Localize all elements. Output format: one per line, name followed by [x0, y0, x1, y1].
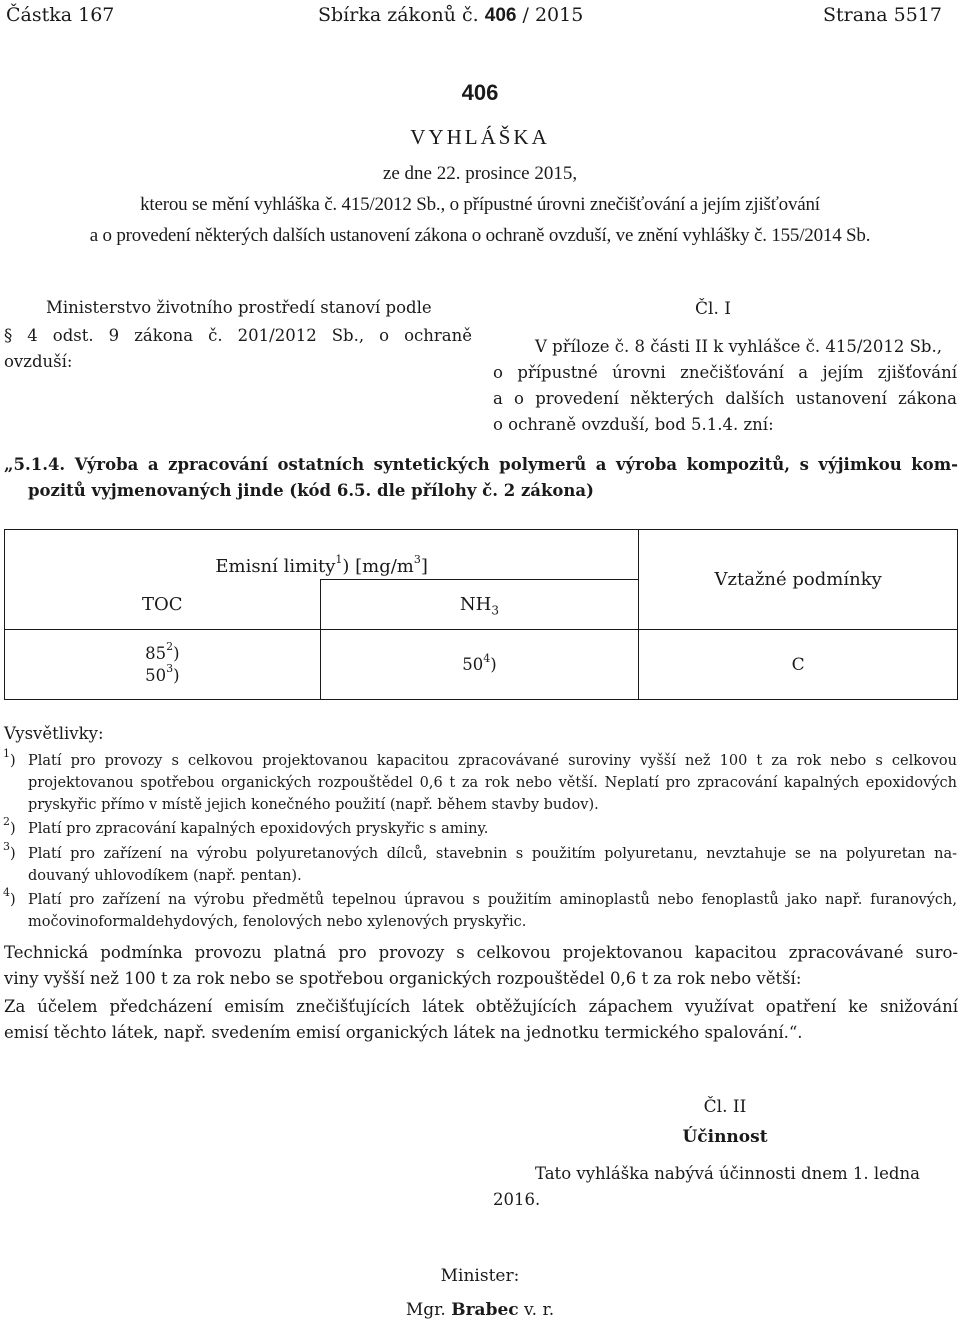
note-1-line1: Platí pro provozy s celkovou projektovanou kapacitou zpracovávané suroviny vyšší než 100 t za rok nebo s celkovou [28, 753, 957, 769]
section-heading-line2: pozitů vyjmenovaných jinde (kód 6.5. dle přílohy č. 2 zákona) [28, 481, 594, 500]
table-row [5, 630, 958, 700]
note-3-line1: Platí pro zařízení na výrobu polyuretanových dílců, stavebnin s použitím polyuretanu, nevztahuje se na polyuretan na- [28, 846, 957, 862]
header-gazette-number: 406 [484, 5, 517, 26]
note-3-number: $^3$) [3, 840, 16, 862]
footnote-ref: 4 [483, 651, 491, 665]
header-conditions: Vztažné podmínky [639, 530, 958, 630]
table-header-row [5, 530, 958, 580]
note-3-mark: 3 [3, 840, 10, 854]
note-2-mark: 2 [3, 815, 10, 829]
article2-line1: Tato vyhláška nabývá účinnosti dnem 1. ledna [535, 1164, 920, 1183]
article1-line2: o přípustné úrovni znečišťování a jejím zjišťování [493, 363, 957, 382]
signature-suffix: v. r. [524, 1300, 555, 1320]
note-2-number: $^2$) [3, 815, 16, 837]
note-1-line3: pryskyřic přímo v místě jejich konečného použití (např. během stavby budov). [28, 797, 599, 813]
technical-line3: Za účelem předcházení emisím znečišťujících látek obtěžujících zápachem využívat opatření ke snižování [4, 997, 958, 1016]
regulation-date: ze dne 22. prosince 2015, [382, 163, 578, 184]
header-gazette [318, 4, 583, 27]
signature-name [0, 1300, 960, 1320]
regulation-subject-line2: a o provedení některých dalších ustanovení zákona o ochraně ovzduší, ve znění vyhlášky č. 155/2014 Sb. [89, 225, 871, 246]
toc-value-2-text: 50 [145, 665, 167, 685]
article1-line1: V příloze č. 8 části II k vyhlášce č. 415/2012 Sb., [535, 337, 942, 356]
header-emission-limits: Emisní limity$^1$) $[mg/m^3]$ [5, 530, 639, 580]
header-unit-text: [mg/m [355, 556, 414, 577]
section-heading-line1: „5.1.4. Výroba a zpracování ostatních syntetických polymerů a výroba kompozitů, s výjimkou kom- [4, 455, 958, 474]
header-toc: TOC [5, 580, 321, 630]
signature-title: Mgr. [405, 1300, 446, 1320]
header-page: Strana 5517 [822, 4, 942, 26]
note-1-mark: 1 [3, 747, 10, 761]
article1-line4: o ochraně ovzduší, bod 5.1.4. zní: [493, 415, 774, 434]
notes-heading: Vysvětlivky: [4, 724, 104, 743]
note-3-line2: douvaný uhlovodíkem (např. pentan). [28, 868, 302, 884]
technical-line1: Technická podmínka provozu platná pro provozy s celkovou projektovanou kapacitou zpracovávané suro- [4, 943, 958, 962]
article2-line2: 2016. [493, 1190, 541, 1209]
nh3-subscript: 3 [491, 603, 499, 618]
regulation-number: 406 [461, 80, 499, 105]
toc-value-2: $50^3$) [145, 662, 180, 685]
footnote-ref: 2 [166, 640, 174, 653]
header-nh3 [320, 580, 639, 630]
header-nh3-text: NH [459, 594, 492, 615]
technical-line2: viny vyšší než 100 t za rok nebo se spotřebou organických rozpouštědel 0,6 t za rok nebo větší: [4, 969, 802, 988]
toc-value-1: $85^2$) [145, 640, 180, 663]
header-part: Částka 167 [6, 4, 115, 26]
note-1-number: $^1$) [3, 747, 16, 769]
emission-limits-table [4, 529, 958, 700]
article1-heading: Čl. I [695, 299, 731, 319]
preamble-line1: Ministerstvo životního prostředí stanoví podle [46, 298, 432, 317]
footnote-ref: 1 [335, 553, 343, 566]
regulation-subject-line1: kterou se mění vyhláška č. 415/2012 Sb., o přípustné úrovni znečišťování a jejím zjišťování [140, 194, 820, 215]
cell-nh3: $50^4$) [320, 630, 639, 700]
signature-surname: Brabec [451, 1300, 519, 1320]
note-4-line1: Platí pro zařízení na výrobu předmětů tepelnou úpravou s použitím aminoplastů nebo fenoplastů jako např. furanových, [28, 892, 957, 908]
note-4-mark: 4 [3, 886, 10, 900]
note-2-line1: Platí pro zpracování kapalných epoxidových pryskyřic s aminy. [28, 821, 489, 837]
unit-exponent: 3 [413, 553, 421, 566]
note-1-line2: projektovanou spotřebou organických rozpouštědel 0,6 t za rok nebo větší. Neplatí pro zpracování kapalných epoxidových [28, 775, 957, 791]
technical-line4: emisí těchto látek, např. svedením emisí organických látek na jednotku termického spalování.“. [4, 1023, 803, 1042]
preamble-line3: ovzduší: [4, 352, 73, 371]
cell-toc [5, 630, 321, 700]
note-4-line2: močovinoformaldehydových, fenolových nebo xylenových pryskyřic. [28, 914, 527, 930]
toc-value-1-text: 85 [145, 643, 167, 663]
article1-line3: a o provedení některých dalších ustanovení zákona [493, 389, 957, 408]
regulation-type: VYHLÁŠKA [410, 125, 550, 149]
footnote-ref: 3 [166, 662, 174, 675]
article2-heading: Čl. II [703, 1097, 747, 1117]
header-gazette-year: / 2015 [522, 4, 584, 26]
article2-title: Účinnost [682, 1127, 768, 1147]
header-gazette-prefix: Sbírka zákonů č. [318, 4, 479, 26]
signature-role: Minister: [440, 1266, 520, 1286]
cell-conditions: C [639, 630, 958, 700]
preamble-line2: § 4 odst. 9 zákona č. 201/2012 Sb., o ochraně [4, 326, 472, 345]
nh3-value-text: 50 [462, 655, 484, 674]
header-emission-limits-text: Emisní limity [215, 556, 336, 577]
note-4-number: $^4$) [3, 886, 16, 908]
